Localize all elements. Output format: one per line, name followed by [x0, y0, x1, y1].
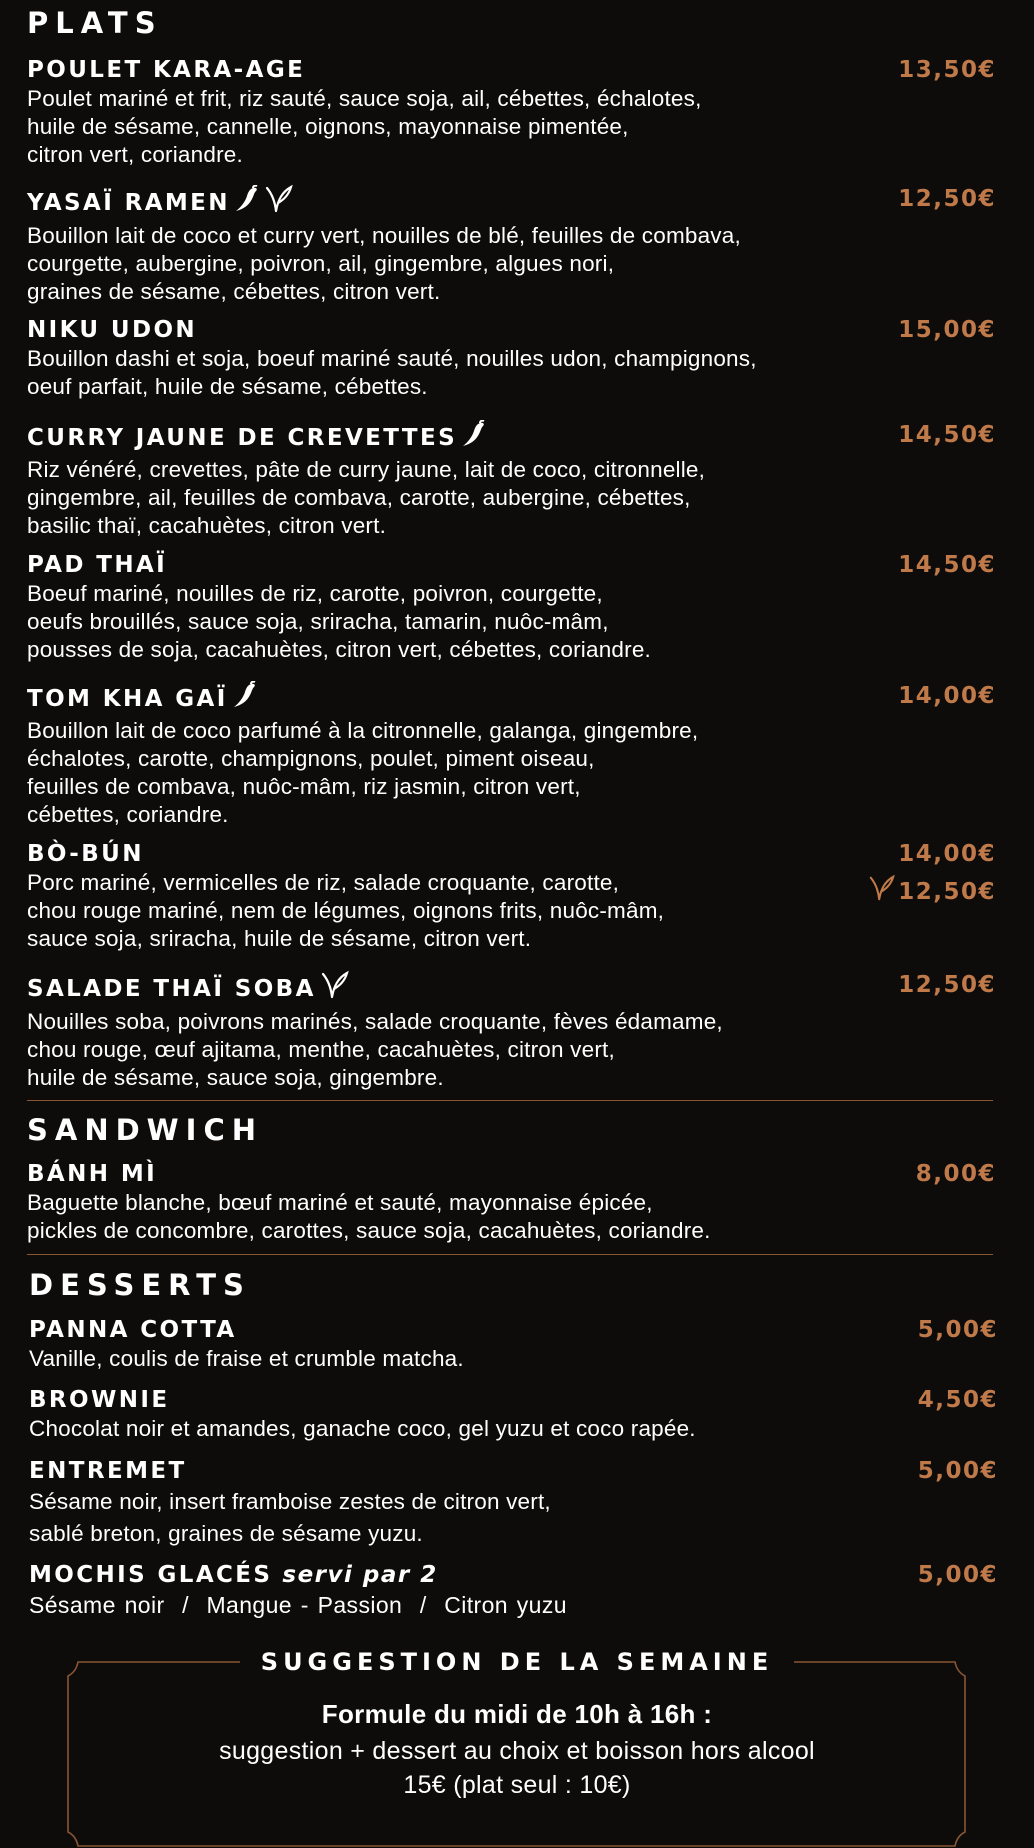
item-name: SALADE THAÏ SOBA [27, 970, 1002, 1008]
item-name: BÁNH MÌ [27, 1161, 158, 1187]
item-price: 8,00€ [915, 1161, 996, 1187]
item-price: 5,00€ [917, 1458, 998, 1484]
item-description: Poulet mariné et frit, riz sauté, sauce soja, ail, cébettes, échalotes, huile de sésame, cannelle, oignons, mayonnaise pimentée, citron vert, coriandre. [27, 86, 702, 167]
item-name: CURRY JAUNE DE CREVETTES [27, 420, 1002, 456]
item-price: 14,50€ [898, 422, 996, 448]
item-description: Bouillon lait de coco et curry vert, nouilles de blé, feuilles de combava, courgette, aubergine, poivron, ail, gingembre, algues nori, graines de sésame, cébettes, citron vert. [27, 223, 741, 304]
item-name: BÒ-BÚN [27, 841, 144, 867]
section-title-plats: PLATS [27, 6, 163, 40]
item-price: 14,00€ [898, 841, 996, 867]
item-note: servi par 2 [282, 1562, 438, 1588]
item-price: 5,00€ [917, 1317, 998, 1343]
item-description: Bouillon dashi et soja, boeuf mariné sauté, nouilles udon, champignons, oeuf parfait, huile de sésame, cébettes. [27, 346, 757, 399]
item-price: 5,00€ [917, 1562, 998, 1588]
item-name: MOCHIS GLACÉS servi par 2 [29, 1562, 438, 1588]
item-name: PAD THAÏ [27, 552, 168, 578]
item-description: Boeuf mariné, nouilles de riz, carotte, poivron, courgette, oeufs brouillés, sauce soja, sriracha, tamarin, nuôc-mâm, pousses de soja, cacahuètes, citron vert, cébettes, coriandre. [27, 581, 651, 662]
item-name: YASAÏ RAMEN [27, 184, 1002, 222]
item-name: ENTREMET [29, 1458, 187, 1484]
item-name: PANNA COTTA [29, 1317, 237, 1343]
item-price: 12,50€ [898, 186, 996, 212]
item-price: 12,50€ [898, 972, 996, 998]
item-description: Baguette blanche, bœuf mariné et sauté, mayonnaise épicée, pickles de concombre, carottes, sauce soja, cacahuètes, coriandre. [27, 1190, 711, 1243]
section-title-sandwich: SANDWICH [27, 1113, 264, 1147]
suggestion-details: suggestion + dessert au choix et boisson hors alcool [219, 1737, 815, 1765]
item-description: Vanille, coulis de fraise et crumble matcha. [29, 1346, 464, 1371]
item-name: TOM KHA GAÏ [27, 681, 1002, 717]
suggestion-formula: Formule du midi de 10h à 16h : [321, 1699, 713, 1729]
item-name: NIKU UDON [27, 317, 198, 343]
item-price: 13,50€ [898, 57, 996, 83]
item-price: 14,00€ [898, 683, 996, 709]
item-price: 14,50€ [898, 552, 996, 578]
item-description: Porc mariné, vermicelles de riz, salade croquante, carotte, chou rouge mariné, nem de légumes, oignons frits, nuôc-mâm, sauce soja, sriracha, huile de sésame, citron vert. [27, 870, 665, 951]
suggestion-price: 15€ (plat seul : 10€) [403, 1771, 631, 1799]
item-name: BROWNIE [29, 1387, 170, 1413]
item-price: 15,00€ [898, 317, 996, 343]
item-description: Chocolat noir et amandes, ganache coco, gel yuzu et coco rapée. [29, 1416, 696, 1441]
section-title-desserts: DESSERTS [29, 1268, 251, 1302]
item-description: Bouillon lait de coco parfumé à la citronnelle, galanga, gingembre, échalotes, carotte, champignons, poulet, piment oiseau, feuilles de combava, nuôc-mâm, riz jasmin, citron vert, cébettes, coriandre. [27, 718, 699, 827]
item-name: POULET KARA-AGE [27, 57, 306, 83]
item-description: Nouilles soba, poivrons marinés, salade croquante, fèves édamame, chou rouge, œuf ajitama, menthe, cacahuètes, citron vert, huile de sésame, sauce soja, gingembre. [27, 1009, 723, 1090]
suggestion-title: SUGGESTION DE LA SEMAINE [0, 1648, 1034, 1676]
item-price-vegetarian: 12,50€ [864, 873, 996, 911]
item-price: 4,50€ [917, 1387, 998, 1413]
mochi-flavors: Sésame noir / Mangue - Passion / Citron yuzu [29, 1592, 567, 1618]
item-description: Sésame noir, insert framboise zestes de citron vert, sablé breton, graines de sésame yuzu. [29, 1489, 551, 1546]
item-description: Riz vénéré, crevettes, pâte de curry jaune, lait de coco, citronnelle, gingembre, ail, feuilles de combava, carotte, aubergine, cébettes, basilic thaï, cacahuètes, citron vert. [27, 457, 706, 538]
